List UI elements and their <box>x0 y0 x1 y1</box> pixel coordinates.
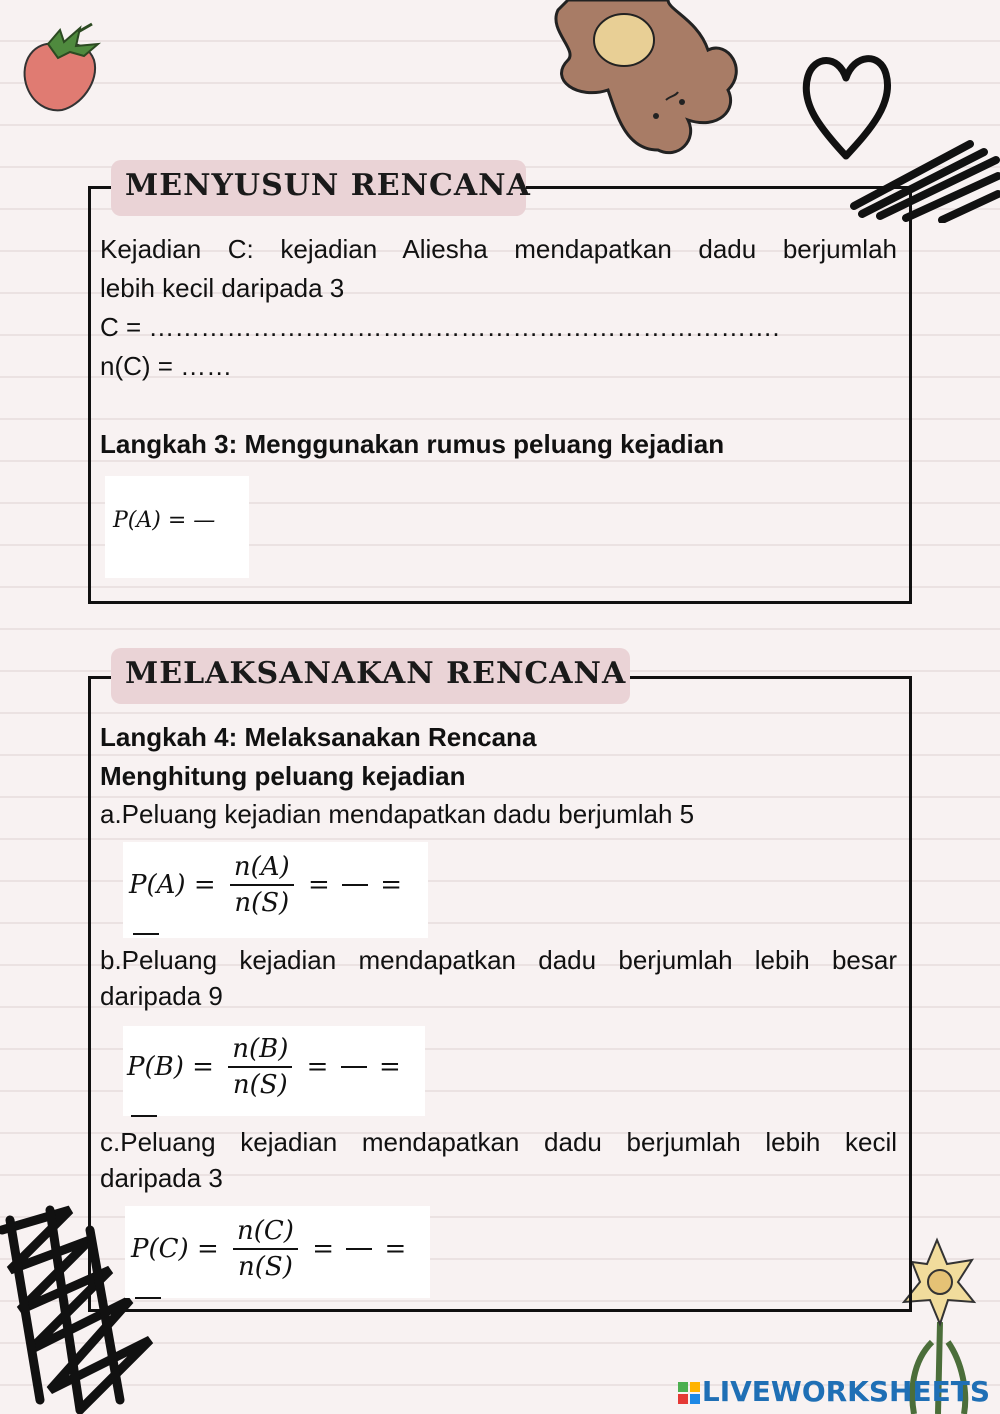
formula-a-equals: = <box>307 870 330 900</box>
formula-b-lhs: P(B) = <box>127 1052 214 1082</box>
formula-b-equals: = <box>306 1052 329 1082</box>
bear-icon <box>538 0 748 180</box>
event-c-description-line1: Kejadian C: kejadian Aliesha mendapatkan dadu berjumlah <box>100 234 897 264</box>
formula-a-answer-blank <box>342 884 368 886</box>
probability-formula-box <box>105 476 249 578</box>
event-c-count-blank: n(C) = …… <box>100 351 233 381</box>
formula-a-simplified-blank <box>133 933 159 935</box>
formula-a-equals-2: = <box>380 870 403 900</box>
formula-c-equals-2: = <box>384 1234 407 1264</box>
formula-c-answer-blank <box>346 1248 372 1250</box>
item-b-text-line1: b.Peluang kejadian mendapatkan dadu berjumlah lebih besar <box>100 945 897 975</box>
formula-c-simplified-blank <box>135 1297 161 1299</box>
formula-a-box <box>123 842 428 938</box>
formula-c-lhs: P(C) = <box>131 1234 219 1264</box>
event-c-set-blank: C = ………………………………………………………………. <box>100 312 780 342</box>
formula-c-box <box>125 1206 430 1298</box>
probability-formula: P(A) = — <box>113 508 216 533</box>
formula-a-denominator: n(S) <box>234 888 290 918</box>
execute-section-title: MELAKSANAKAN RENCANA <box>111 648 630 704</box>
formula-b-answer-blank <box>341 1066 367 1068</box>
formula-b-equals-2: = <box>378 1052 401 1082</box>
formula-b-fraction <box>228 1034 292 1100</box>
step4-heading: Langkah 4: Melaksanakan Rencana <box>100 722 537 752</box>
step3-heading: Langkah 3: Menggunakan rumus peluang kejadian <box>100 429 725 459</box>
plan-section-title: MENYUSUN RENCANA <box>111 160 526 216</box>
formula-a-lhs: P(A) = <box>129 870 216 900</box>
formula-b-simplified-blank <box>131 1115 157 1117</box>
liveworksheets-logo[interactable] <box>678 1375 990 1408</box>
formula-c-fraction <box>233 1216 298 1282</box>
item-c-text-line2: daripada 3 <box>100 1163 223 1193</box>
compute-probability-heading: Menghitung peluang kejadian <box>100 761 466 791</box>
item-a-text: a.Peluang kejadian mendapatkan dadu berjumlah 5 <box>100 799 695 829</box>
formula-b-denominator: n(S) <box>232 1070 288 1100</box>
liveworksheets-logo-text: LIVEWORKSHEETS <box>701 1375 990 1408</box>
event-c-description-line2: lebih kecil daripada 3 <box>100 273 345 303</box>
item-b-text-line2: daripada 9 <box>100 981 223 1011</box>
formula-c-equals: = <box>312 1234 334 1264</box>
item-c-text-line1: c.Peluang kejadian mendapatkan dadu berjumlah lebih kecil <box>100 1127 897 1157</box>
formula-a-numerator: n(A) <box>230 852 294 886</box>
formula-c-numerator: n(C) <box>233 1216 298 1250</box>
formula-a-fraction <box>230 852 294 918</box>
formula-c-denominator: n(S) <box>238 1252 293 1282</box>
formula-b-numerator: n(B) <box>228 1034 292 1068</box>
formula-b-box <box>123 1026 425 1116</box>
strawberry-icon <box>18 22 108 117</box>
liveworksheets-logo-icon <box>678 1382 700 1404</box>
